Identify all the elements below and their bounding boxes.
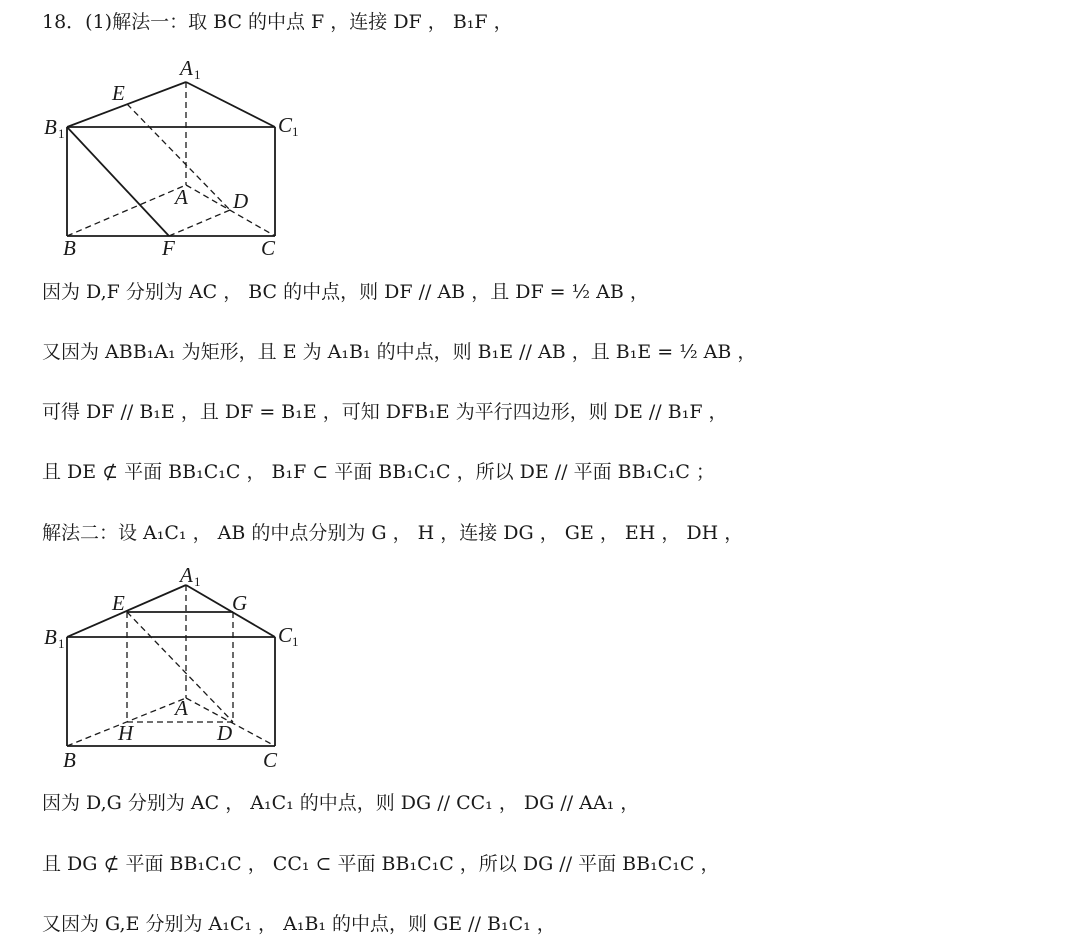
svg-text:1: 1 — [292, 124, 299, 139]
label-c1: C — [278, 623, 293, 647]
prism-figure-2 — [36, 565, 326, 775]
label-a1: A — [180, 56, 193, 80]
edge-b1-a1 — [67, 585, 186, 637]
svg-text:1: 1 — [194, 67, 201, 82]
solution-heading-method-1: 18．(1)解法一：取 BC 的中点 F ，连接 DF ， B₁F ， — [42, 11, 513, 33]
segment-f-d — [169, 210, 230, 236]
label-b: B — [63, 748, 76, 772]
prism-figure-1 — [36, 55, 326, 265]
segment-b1-f — [67, 127, 169, 236]
text-line-df-parallel-ab: 因为 D,F 分别为 AC ， BC 的中点，则 DF // AB ，且 DF = ½ AB ， — [42, 281, 649, 303]
svg-text:1: 1 — [58, 126, 65, 141]
text-line-conclusion-1: 且 DE ⊄ 平面 BB₁C₁C ， B₁F ⊂ 平面 BB₁C₁C ，所以 DE // 平面 BB₁C₁C ； — [42, 461, 715, 483]
label-c: C — [263, 748, 278, 772]
label-b1: B — [44, 115, 57, 139]
edge-b1-a1 — [67, 82, 186, 127]
edge-a1-c1 — [186, 82, 275, 127]
label-g: G — [232, 591, 248, 615]
text-line-rectangle-abb1a1: 又因为 ABB₁A₁ 为矩形，且 E 为 A₁B₁ 的中点，则 B₁E // AB ，且 B₁E = ½ AB ， — [42, 341, 757, 363]
label-d: D — [217, 721, 233, 745]
label-a: A — [175, 696, 188, 720]
label-c: C — [261, 236, 276, 260]
svg-text:1: 1 — [58, 636, 65, 651]
text-line-parallelogram: 可得 DF // B₁E ，且 DF = B₁E ，可知 DFB₁E 为平行四边形，则 DE // B₁F ， — [42, 401, 728, 423]
svg-text:1: 1 — [292, 634, 299, 649]
label-b: B — [63, 236, 76, 260]
text-line-dg-plane: 且 DG ⊄ 平面 BB₁C₁C ， CC₁ ⊂ 平面 BB₁C₁C ，所以 DG // 平面 BB₁C₁C ， — [42, 853, 720, 875]
edge-a-c — [186, 185, 275, 236]
label-c1: C — [278, 113, 293, 137]
label-e: E — [112, 591, 125, 615]
edge-a1-c1 — [186, 585, 275, 637]
text-line-dg-parallel: 因为 D,G 分别为 AC ， A₁C₁ 的中点，则 DG // CC₁ ， DG // AA₁ ， — [42, 792, 640, 814]
label-e: E — [112, 81, 125, 105]
label-d: D — [233, 189, 249, 213]
svg-text:1: 1 — [194, 574, 201, 589]
edge-b-a — [67, 185, 186, 236]
label-b1: B — [44, 625, 57, 649]
text-line-ge-parallel: 又因为 G,E 分别为 A₁C₁ ， A₁B₁ 的中点，则 GE // B₁C₁ ， — [42, 913, 556, 935]
label-a1: A — [180, 565, 193, 587]
label-h: H — [118, 721, 134, 745]
label-f: F — [162, 236, 175, 260]
solution-heading-method-2: 解法二：设 A₁C₁ ， AB 的中点分别为 G ， H ，连接 DG ， GE ， EH ， DH ， — [42, 522, 744, 544]
label-a: A — [175, 185, 188, 209]
